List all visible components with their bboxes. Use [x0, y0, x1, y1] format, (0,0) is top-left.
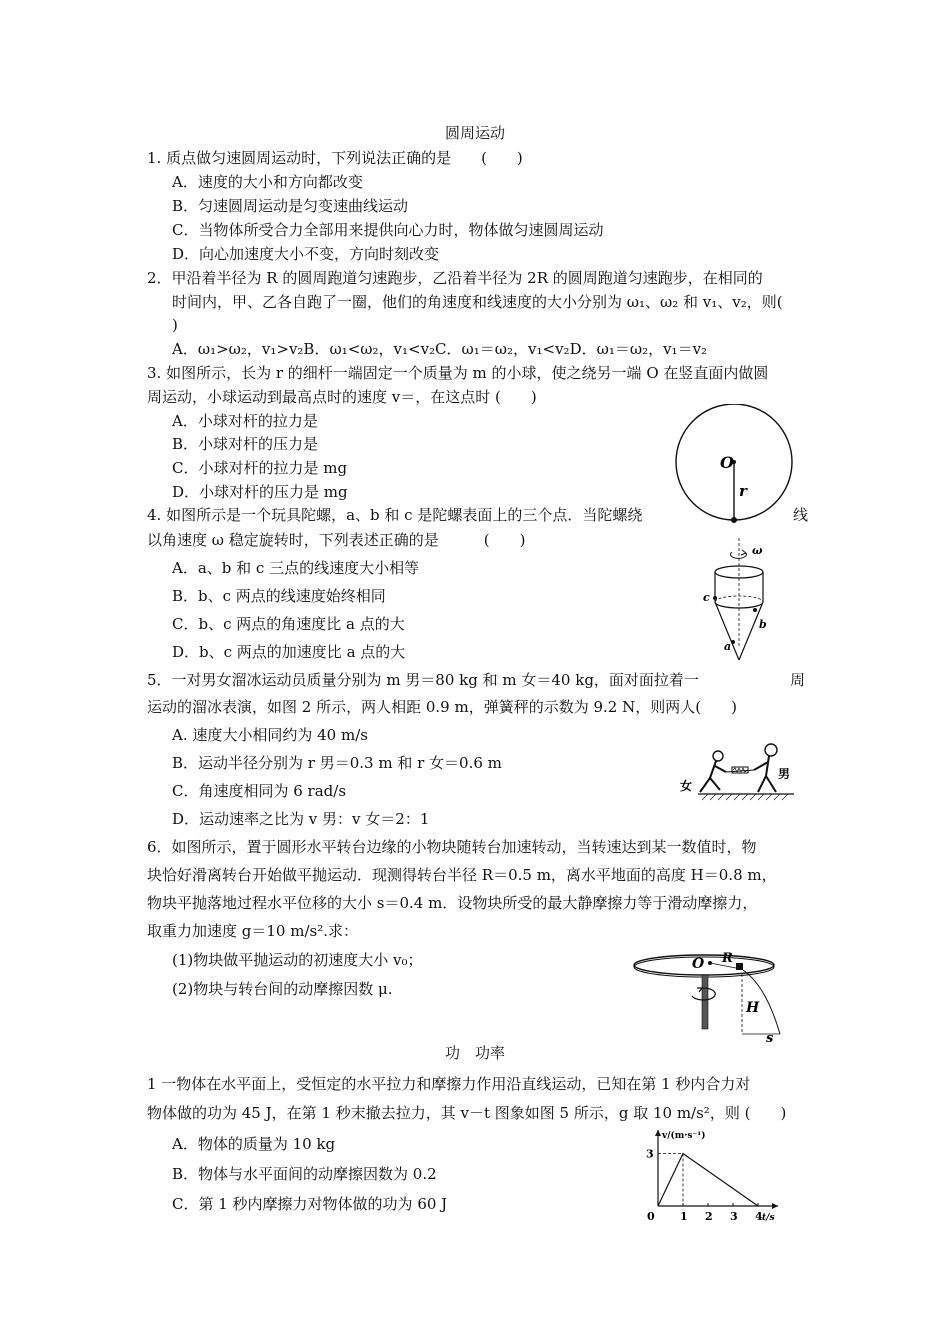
question-3-stem-line-1: 3. 如图所示，长为 r 的细杆一端固定一个质量为 m 的小球，使之绕另一端 O 在竖直面内做圆 — [147, 364, 769, 382]
male-head — [765, 744, 777, 756]
male-label: 男 — [778, 767, 791, 781]
x-tick-label: 2 — [705, 1210, 713, 1223]
small-block — [736, 963, 743, 970]
question-5-stem-line-1-tail: 周 — [790, 671, 806, 689]
question-6-line-4: 取重力加速度 g＝10 m/s².求： — [147, 922, 358, 940]
work-question-1-option-b: B．物体与水平面间的动摩擦因数为 0.2 — [172, 1165, 437, 1183]
x-tick-label: 4 — [755, 1210, 763, 1223]
work-question-1-option-c: C．第 1 秒内摩擦力对物体做的功为 60 J — [172, 1195, 448, 1213]
point-b-dot — [753, 608, 757, 612]
radius-label: r — [739, 482, 747, 500]
y-tick-label: 3 — [646, 1147, 654, 1161]
question-5-option-c: C．角速度相同为 6 rad/s — [172, 782, 347, 800]
velocity-series-line — [658, 1154, 758, 1207]
question-5-skaters-figure — [678, 738, 798, 810]
x-axis-label: t/s — [762, 1213, 775, 1223]
question-5-option-d: D．运动速率之比为 v 男：v 女＝2：1 — [172, 810, 430, 828]
female-label: 女 — [680, 779, 693, 793]
question-4-option-b: B．b、c 两点的线速度始终相同 — [172, 587, 386, 605]
question-1-stem: 1. 质点做匀速圆周运动时，下列说法正确的是 ( ) — [147, 149, 523, 167]
x-tick-label: 1 — [680, 1210, 688, 1223]
x-tick-label: 3 — [730, 1210, 738, 1223]
question-6-line-3: 物块平抛落地过程水平位移的大小 s＝0.4 m．设物块所受的最大静摩擦力等于滑动摩擦力， — [147, 894, 758, 912]
a-label: a — [724, 640, 732, 653]
b-label: b — [759, 618, 767, 631]
center-label: O — [720, 453, 734, 472]
question-5-stem-line-1: 5．一对男女溜冰运动员质量分别为 m 男＝80 kg 和 m 女＝40 kg，面对面拉着一 — [147, 671, 699, 689]
omega-label: ω — [752, 544, 763, 557]
ball-dot — [731, 517, 737, 523]
question-3-option-a: A．小球对杆的拉力是 — [172, 412, 318, 430]
question-3-option-b: B．小球对杆的压力是 — [172, 435, 319, 453]
work-question-1-stem-line-1: 1 一物体在水平面上，受恒定的水平拉力和摩擦力作用沿直线运动，已知在第 1 秒内合力对 — [147, 1075, 751, 1093]
section-title-work-power: 功 功率 — [444, 1044, 505, 1062]
rotation-arrow-icon — [730, 552, 746, 558]
question-2-stem-line-2: 时间内，甲、乙各自跑了一圈，他们的角速度和线速度的大小分别为 ω₁、ω₂ 和 v₁、v₂，则( — [172, 293, 783, 311]
turntable-shaft — [702, 975, 708, 1029]
question-1-option-b: B．匀速圆周运动是匀变速曲线运动 — [172, 197, 409, 215]
question-4-option-c: C．b、c 两点的角速度比 a 点的大 — [172, 615, 405, 633]
question-4-stem-line-2: 以角速度 ω 稳定旋转时，下列表述正确的是 ( ) — [147, 531, 526, 549]
c-label: c — [703, 591, 710, 604]
question-2-stem-line-3: ) — [172, 316, 178, 334]
question-2-stem-line-1: 2．甲沿着半径为 R 的圆周跑道匀速跑步，乙沿着半径为 2R 的圆周跑道匀速跑步，在相同的 — [147, 269, 763, 287]
male-figure — [754, 756, 776, 792]
question-4-stem-line-1: 4. 如图所示是一个玩具陀螺，a、b 和 c 是陀螺表面上的三个点．当陀螺绕 — [147, 506, 643, 524]
h-label: H — [746, 1000, 760, 1016]
question-5-option-a: A. 速度大小相同约为 40 m/s — [172, 726, 368, 744]
question-4-stem-line-1-tail: 线 — [793, 506, 809, 524]
point-a-dot — [731, 640, 735, 644]
question-6-sub-2: (2)物块与转台间的动摩擦因数 μ. — [172, 980, 393, 998]
question-5-option-b: B．运动半径分别为 r 男＝0.3 m 和 r 女＝0.6 m — [172, 754, 502, 772]
point-c-dot — [713, 596, 717, 600]
question-5-stem-line-2: 运动的溜冰表演，如图 2 所示，两人相距 0.9 m，弹簧秤的示数为 9.2 N，则两人( ) — [147, 698, 737, 716]
work-question-1-stem-line-2: 物体做的功为 45 J，在第 1 秒末撤去拉力，其 v－t 图象如图 5 所示，g 取 10 m/s²，则 ( ) — [147, 1104, 787, 1122]
question-3-circle-figure — [672, 404, 798, 528]
y-axis-label: v/(m·s⁻¹) — [662, 1131, 706, 1141]
question-1-option-a: A．速度的大小和方向都改变 — [172, 173, 363, 191]
x-axis-arrow-icon — [772, 1203, 778, 1209]
question-3-option-c: C．小球对杆的拉力是 mg — [172, 459, 348, 477]
x-tick-label: 0 — [647, 1210, 655, 1223]
question-3-stem-line-2: 周运动，小球运动到最高点时的速度 v＝，在这点时 ( ) — [147, 388, 537, 406]
question-4-option-d: D．b、c 两点的加速度比 a 点的大 — [172, 643, 406, 661]
question-6-line-2: 块恰好滑离转台开始做平抛运动．现测得转台半径 R＝0.5 m，离水平地面的高度 H＝0.8 m， — [147, 866, 777, 884]
section-title-circular-motion: 圆周运动 — [444, 124, 505, 142]
question-3-option-d: D．小球对杆的压力是 mg — [172, 483, 348, 501]
question-6-turntable-figure — [632, 946, 784, 1042]
question-1-option-d: D．向心加速度大小不变，方向时刻改变 — [172, 245, 440, 263]
top-rim-ellipse — [715, 566, 763, 578]
s-label: s — [766, 1031, 774, 1042]
question-2-options: A．ω₁>ω₂，v₁>v₂B．ω₁<ω₂，v₁<v₂C．ω₁＝ω₂，v₁<v₂D．ω₁＝ω₂，v₁＝v₂ — [172, 340, 708, 358]
question-4-top-figure — [700, 536, 800, 668]
question-1-option-c: C．当物体所受合力全部用来提供向心力时，物体做匀速圆周运动 — [172, 221, 604, 239]
work-question-1-option-a: A．物体的质量为 10 kg — [172, 1135, 336, 1153]
r-label: R — [722, 951, 733, 966]
question-4-option-a: A．a、b 和 c 三点的线速度大小相等 — [172, 559, 420, 577]
question-6-sub-1: (1)物块做平抛运动的初速度大小 v₀； — [172, 951, 423, 969]
velocity-time-chart — [636, 1124, 786, 1224]
question-6-line-1: 6．如图所示，置于圆形水平转台边缘的小物块随转台加速转动，当转速达到某一数值时，物 — [147, 838, 757, 856]
female-figure — [700, 761, 726, 792]
y-axis-arrow-icon — [655, 1130, 661, 1136]
female-head — [713, 751, 723, 761]
o-label: O — [692, 956, 705, 972]
